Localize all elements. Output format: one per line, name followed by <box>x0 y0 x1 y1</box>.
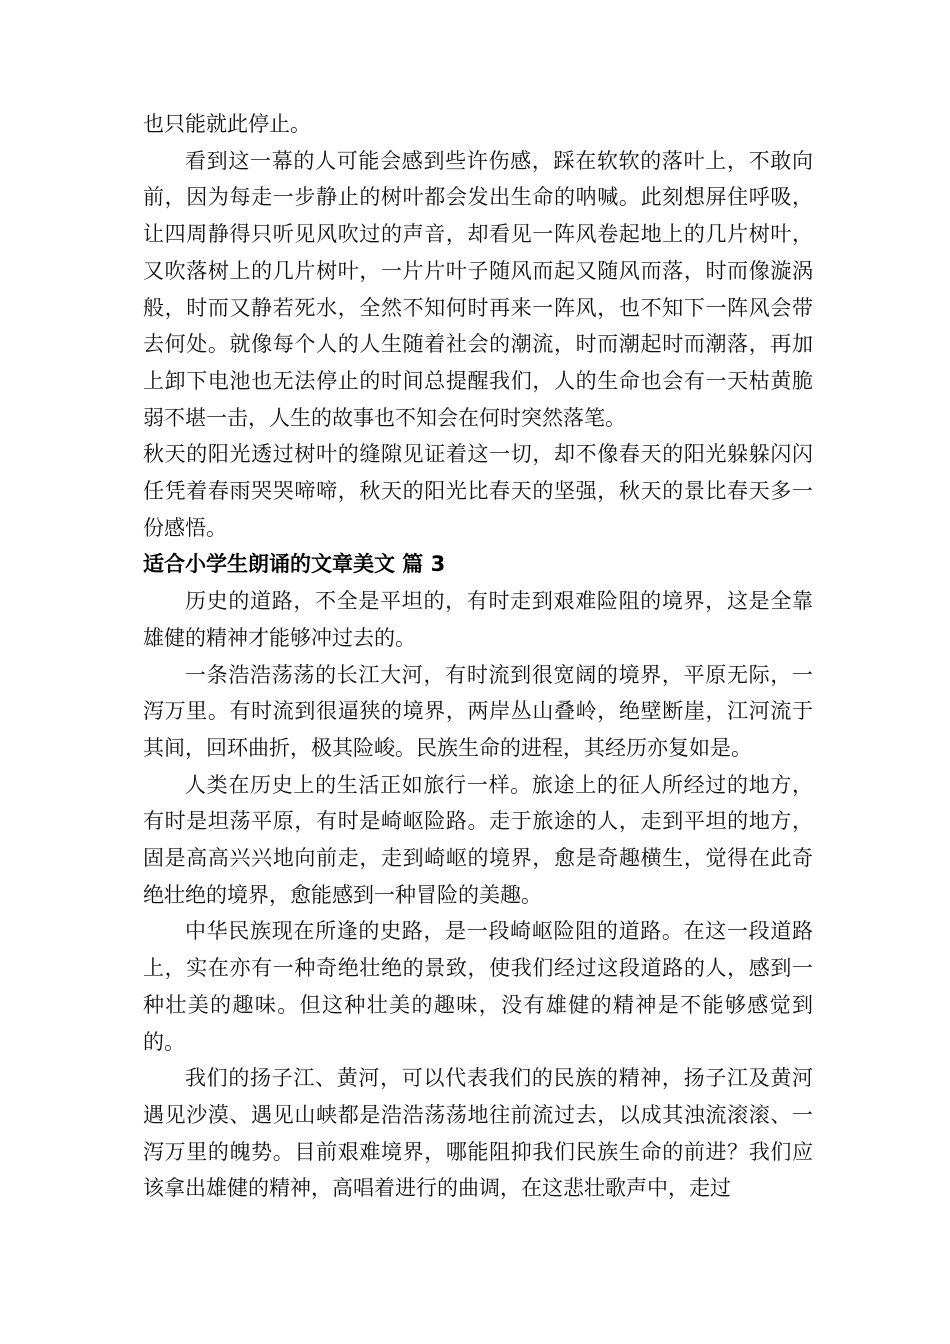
paragraph-continuation: 也只能就此停止。 <box>143 112 311 136</box>
paragraph-history-road: 历史的道路，不全是平坦的，有时走到艰难险阻的境界，这是全靠雄健的精神才能够冲过去的。 <box>143 589 813 650</box>
document-page <box>143 106 813 1207</box>
paragraph-human-journey: 人类在历史上的生活正如旅行一样。旅途上的征人所经过的地方，有时是坦荡平原，有时是崎岖险路。走于旅途的人，走到平坦的地方，固是高高兴兴地向前走，走到崎岖的境界，愈是奇趣横生，觉得在此奇绝壮绝的境界，愈能感到一种冒险的美趣。 <box>143 772 813 907</box>
paragraph-yangtze-yellow-river: 我们的扬子江、黄河，可以代表我们的民族的精神，扬子江及黄河遇见沙漠、遇见山峡都是浩浩荡荡地往前流过去，以成其浊流滚滚、一泻万里的魄势。目前艰难境界，哪能阻抑我们民族生命的前进？我们应该拿出雄健的精神，高唱着进行的曲调，在这悲壮歌声中，走过 <box>143 1066 813 1201</box>
section-heading: 适合小学生朗诵的文章美文 篇 3 <box>143 552 446 577</box>
paragraph-autumn-sunlight: 秋天的阳光透过树叶的缝隙见证着这一切，却不像春天的阳光躲躲闪闪任凭着春雨哭哭啼啼，秋天的阳光比春天的坚强，秋天的景比春天多一份感悟。 <box>143 442 813 540</box>
paragraph-chinese-nation: 中华民族现在所逢的史路，是一段崎岖险阻的道路。在这一段道路上，实在亦有一种奇绝壮绝的景致，使我们经过这段道路的人，感到一种壮美的趣味。但这种壮美的趣味，没有雄健的精神是不能够感觉到的。 <box>143 919 813 1054</box>
paragraph-falling-leaves: 看到这一幕的人可能会感到些许伤感，踩在软软的落叶上，不敢向前，因为每走一步静止的树叶都会发出生命的呐喊。此刻想屏住呼吸，让四周静得只听见风吹过的声音，却看见一阵风卷起地上的几片树叶，又吹落树上的几片树叶，一片片叶子随风而起又随风而落，时而像漩涡般，时而又静若死水，全然不知何时再来一阵风，也不知下一阵风会带去何处。就像每个人的人生随着社会的潮流，时而潮起时而潮落，再加上卸下电池也无法停止的时间总提醒我们，人的生命也会有一天枯黄脆弱不堪一击，人生的故事也不知会在何时突然落笔。 <box>143 148 813 430</box>
paragraph-yangtze-river: 一条浩浩荡荡的长江大河，有时流到很宽阔的境界，平原无际，一泻万里。有时流到很逼狭的境界，两岸丛山叠岭，绝壁断崖，江河流于其间，回环曲折，极其险峻。民族生命的进程，其经历亦复如是。 <box>143 662 813 760</box>
